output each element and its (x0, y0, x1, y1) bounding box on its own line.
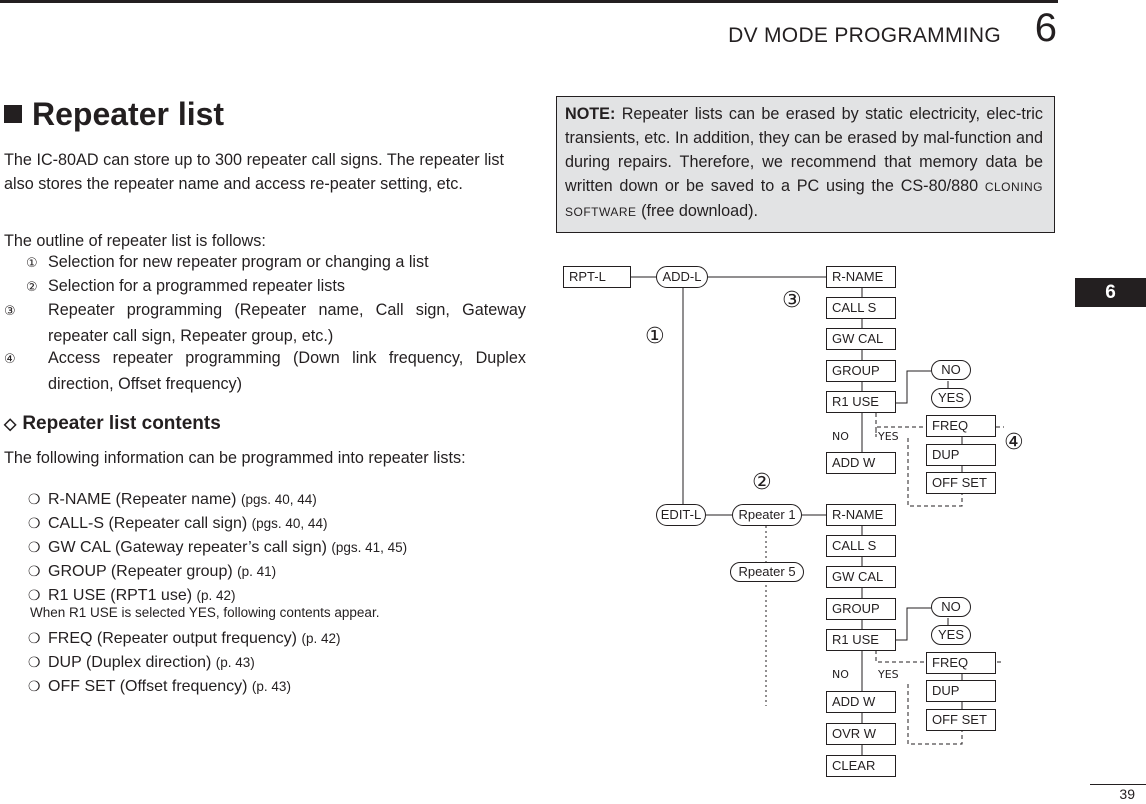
step-4-icon: ④ (4, 352, 16, 367)
yes-label-upper: YES (878, 430, 899, 443)
note-box: NOTE: Repeater lists can be erased by static electricity, elec-tric transients, etc. In addition, they can be erased by mal-function and during repairs. Therefore, we recommend that memory data be written down or be saved to a PC using the CS-80/880 CLONING SOFTWARE (free download). (556, 96, 1055, 233)
contents-item: ❍ CALL-S (Repeater call sign) (pgs. 40, 44) (28, 513, 327, 535)
edit-l-box: EDIT-L (656, 504, 706, 526)
outline-intro: The outline of repeater list is follows: (4, 232, 266, 250)
step-1-icon: ① (645, 324, 665, 349)
add-l-box: ADD-L (656, 266, 708, 288)
contents-item: ❍ FREQ (Repeater output frequency) (p. 42) (28, 628, 341, 650)
yes-option-lower: YES (931, 625, 971, 645)
lower-menu-box: R-NAME (826, 504, 896, 526)
rpeater-1-box: Rpeater 1 (732, 504, 802, 526)
yes-label-lower: YES (878, 668, 899, 681)
subsection-title: ◇ Repeater list contents (4, 413, 221, 434)
contents-note: When R1 USE is selected YES, following contents appear. (30, 605, 380, 620)
no-option-lower: NO (931, 597, 971, 617)
chapter-number: 6 (1034, 6, 1057, 50)
circle-bullet-icon: ❍ (28, 679, 41, 695)
access-box-lower: FREQ (926, 652, 996, 674)
circle-bullet-icon: ❍ (28, 655, 41, 671)
rpeater-5-box: Rpeater 5 (730, 562, 804, 582)
lower-menu-box: GW CAL (826, 566, 896, 588)
lower-menu-box: OVR W (826, 723, 896, 745)
lower-menu-box: GROUP (826, 598, 896, 620)
circle-bullet-icon: ❍ (28, 516, 41, 532)
lower-menu-box: CLEAR (826, 755, 896, 777)
circle-bullet-icon: ❍ (28, 540, 41, 556)
access-box-upper: FREQ (926, 415, 996, 437)
no-option-upper: NO (931, 360, 971, 380)
upper-menu-box: R-NAME (826, 266, 896, 288)
chapter-tab[interactable]: 6 (1075, 278, 1146, 307)
access-box-upper: DUP (926, 444, 996, 466)
access-box-upper: OFF SET (926, 472, 996, 494)
contents-item: ❍ R1 USE (RPT1 use) (p. 42) (28, 585, 236, 607)
rpt-l-box: RPT-L (563, 266, 631, 288)
contents-item: ❍ OFF SET (Offset frequency) (p. 43) (28, 676, 291, 698)
no-label-upper: NO (832, 430, 849, 443)
diamond-icon: ◇ (4, 416, 17, 433)
access-box-lower: DUP (926, 680, 996, 702)
step-3-icon: ③ (782, 288, 802, 313)
no-label-lower: NO (832, 668, 849, 681)
lower-menu-box: R1 USE (826, 629, 896, 651)
upper-menu-box: R1 USE (826, 391, 896, 413)
circle-bullet-icon: ❍ (28, 588, 41, 604)
contents-item: ❍ DUP (Duplex direction) (p. 43) (28, 652, 255, 674)
circle-bullet-icon: ❍ (28, 564, 41, 580)
circle-bullet-icon: ❍ (28, 631, 41, 647)
outline-item: ② Selection for a programmed repeater lists (26, 274, 504, 300)
outline-item: ① Selection for new repeater program or changing a list (26, 250, 504, 276)
outline-item: ④ Access repeater programming (Down link frequency, Duplex direction, Offset frequency) (4, 349, 526, 393)
intro-paragraph: The IC-80AD can store up to 300 repeater call signs. The repeater list also stores the repeater name and access re-peater setting, etc. (4, 151, 504, 193)
yes-option-upper: YES (931, 388, 971, 408)
lower-menu-box: ADD W (826, 691, 896, 713)
contents-item: ❍ GW CAL (Gateway repeater’s call sign) (pgs. 41, 45) (28, 537, 407, 559)
circle-bullet-icon: ❍ (28, 492, 41, 508)
outline-item: ③ Repeater programming (Repeater name, Call sign, Gateway repeater call sign, Repeater group, etc.) (4, 301, 526, 345)
contents-item: ❍ GROUP (Repeater group) (p. 41) (28, 561, 276, 583)
lower-menu-box: CALL S (826, 535, 896, 557)
step-3-icon: ③ (4, 304, 16, 319)
section-title: Repeater list (4, 96, 224, 133)
chapter-title: DV MODE PROGRAMMING (728, 24, 1001, 47)
upper-menu-box: GW CAL (826, 328, 896, 350)
upper-menu-box: CALL S (826, 297, 896, 319)
contents-intro: The following information can be programmed into repeater lists: (4, 449, 466, 467)
upper-menu-box: GROUP (826, 360, 896, 382)
access-box-lower: OFF SET (926, 709, 996, 731)
step-2-icon: ② (752, 470, 772, 495)
step-1-icon: ① (26, 256, 38, 271)
contents-item: ❍ R-NAME (Repeater name) (pgs. 40, 44) (28, 489, 317, 511)
page-number: 39 (1119, 786, 1135, 802)
step-4-icon: ④ (1004, 430, 1024, 455)
step-2-icon: ② (26, 280, 38, 295)
upper-menu-box: ADD W (826, 452, 896, 474)
